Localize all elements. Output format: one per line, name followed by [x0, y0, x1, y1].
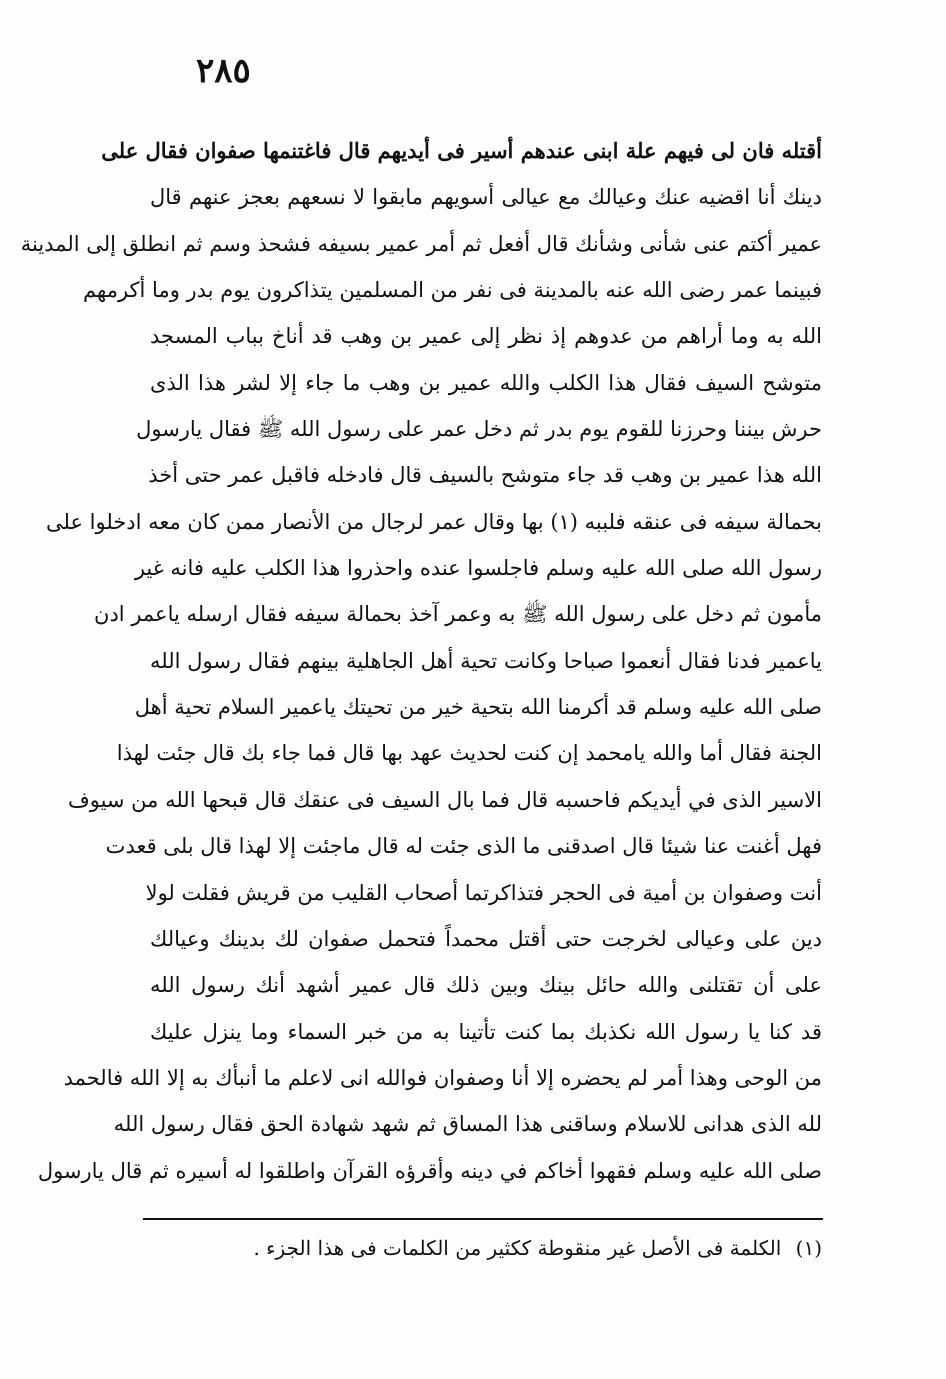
- text-line: صلى الله عليه وسلم فقهوا أخاكم في دينه وأقرؤه القرآن واطلقوا له أسيره ثم قال يارسول: [37, 1158, 822, 1183]
- text-line: أقتله فان لى فيهم علة ابنى عندهم أسير فى أيديهم قال فاغتنمها صفوان فقال على: [101, 138, 822, 163]
- text-line: دينك أنا اقضيه عنك وعيالك مع عيالى أسويهم مابقوا لا نسعهم بعجز عنهم قال: [150, 185, 822, 210]
- text-line: قد كنا يا رسول الله نكذبك بما كنت تأتينا به من خبر السماء وما ينزل عليك: [150, 1019, 822, 1044]
- text-line: دين على وعيالى لخرجت حتى أقتل محمداً فتحمل صفوان لك بدينك وعيالك: [150, 926, 822, 951]
- footnote-text: الكلمة فى الأصل غير منقوطة ككثير من الكلمات فى هذا الجزء .: [253, 1236, 782, 1260]
- text-line: عمير أكتم عنى شأنى وشأنك قال أفعل ثم أمر عمير بسيفه فشحذ وسم ثم انطلق إلى المدينة: [20, 231, 822, 256]
- text-line: مأمون ثم دخل على رسول الله ﷺ به وعمر آخذ بحمالة سيفه فقال ارسله ياعمر ادن: [94, 602, 822, 627]
- text-line: الله به وما أراهم من عدوهم إذ نظر إلى عمير بن وهب قد أناخ بباب المسجد: [150, 324, 822, 349]
- text-line: أنت وصفوان بن أمية فى الحجر فتذاكرتما أصحاب القليب من قريش فقلت لولا: [145, 880, 822, 905]
- body-text: [20, 128, 822, 1194]
- text-line: متوشح السيف فقال هذا الكلب والله عمير بن وهب ما جاء إلا لشر هذا الذى: [150, 370, 822, 395]
- text-line: بحمالة سيفه فى عنقه فلببه (١) بها وقال عمر لرجال من الأنصار ممن كان معه ادخلوا على: [45, 509, 822, 534]
- text-line: من الوحى وهذا أمر لم يحضره إلا أنا وصفوان فوالله انى لاعلم ما أنبأك به إلا الله فالحمد: [63, 1065, 822, 1090]
- footnote: [150, 1228, 822, 1268]
- text-line: ياعمير فدنا فقال أنعموا صباحا وكانت تحية أهل الجاهلية بينهم فقال رسول الله: [150, 648, 822, 673]
- text-line: حرش بيننا وحرزنا للقوم يوم بدر ثم دخل عمر على رسول الله ﷺ فقال يارسول: [136, 417, 822, 442]
- footnote-divider: [143, 1218, 823, 1220]
- text-line: على أن تقتلنى والله حائل بينك وبين ذلك قال عمير أشهد أنك رسول الله: [150, 973, 822, 998]
- footnote-marker: (١): [795, 1236, 822, 1260]
- text-line: الاسير الذى في أيديكم فاحسبه قال فما بال السيف فى عنقك قال قبحها الله من سيوف: [67, 787, 822, 812]
- text-line: لله الذى هدانى للاسلام وساقنى هذا المساق ثم شهد شهادة الحق فقال رسول الله: [113, 1112, 822, 1137]
- text-line: صلى الله عليه وسلم قد أكرمنا الله بتحية خير من تحيتك ياعمير السلام تحية أهل: [134, 695, 822, 720]
- text-line: الجنة فقال أما والله يامحمد إن كنت لحديث عهد بها قال فما جاء بك قال جئت لهذا: [116, 741, 822, 766]
- text-line: رسول الله صلى الله عليه وسلم فاجلسوا عنده واحذروا هذا الكلب عليه فانه غير: [134, 556, 822, 581]
- text-line: فهل أغنت عنا شيئا قال اصدقنى ما الذى جئت له قال ماجئت إلا لهذا قال بلى قعدت: [105, 834, 822, 859]
- page-number: ٢٨٥: [196, 51, 251, 91]
- text-line: فبينما عمر رضى الله عنه بالمدينة فى نفر من المسلمين يتذاكرون يوم بدر وما أكرمهم: [83, 278, 822, 303]
- text-line: الله هذا عمير بن وهب قد جاء متوشح بالسيف قال فادخله فاقبل عمر حتى أخذ: [148, 463, 822, 488]
